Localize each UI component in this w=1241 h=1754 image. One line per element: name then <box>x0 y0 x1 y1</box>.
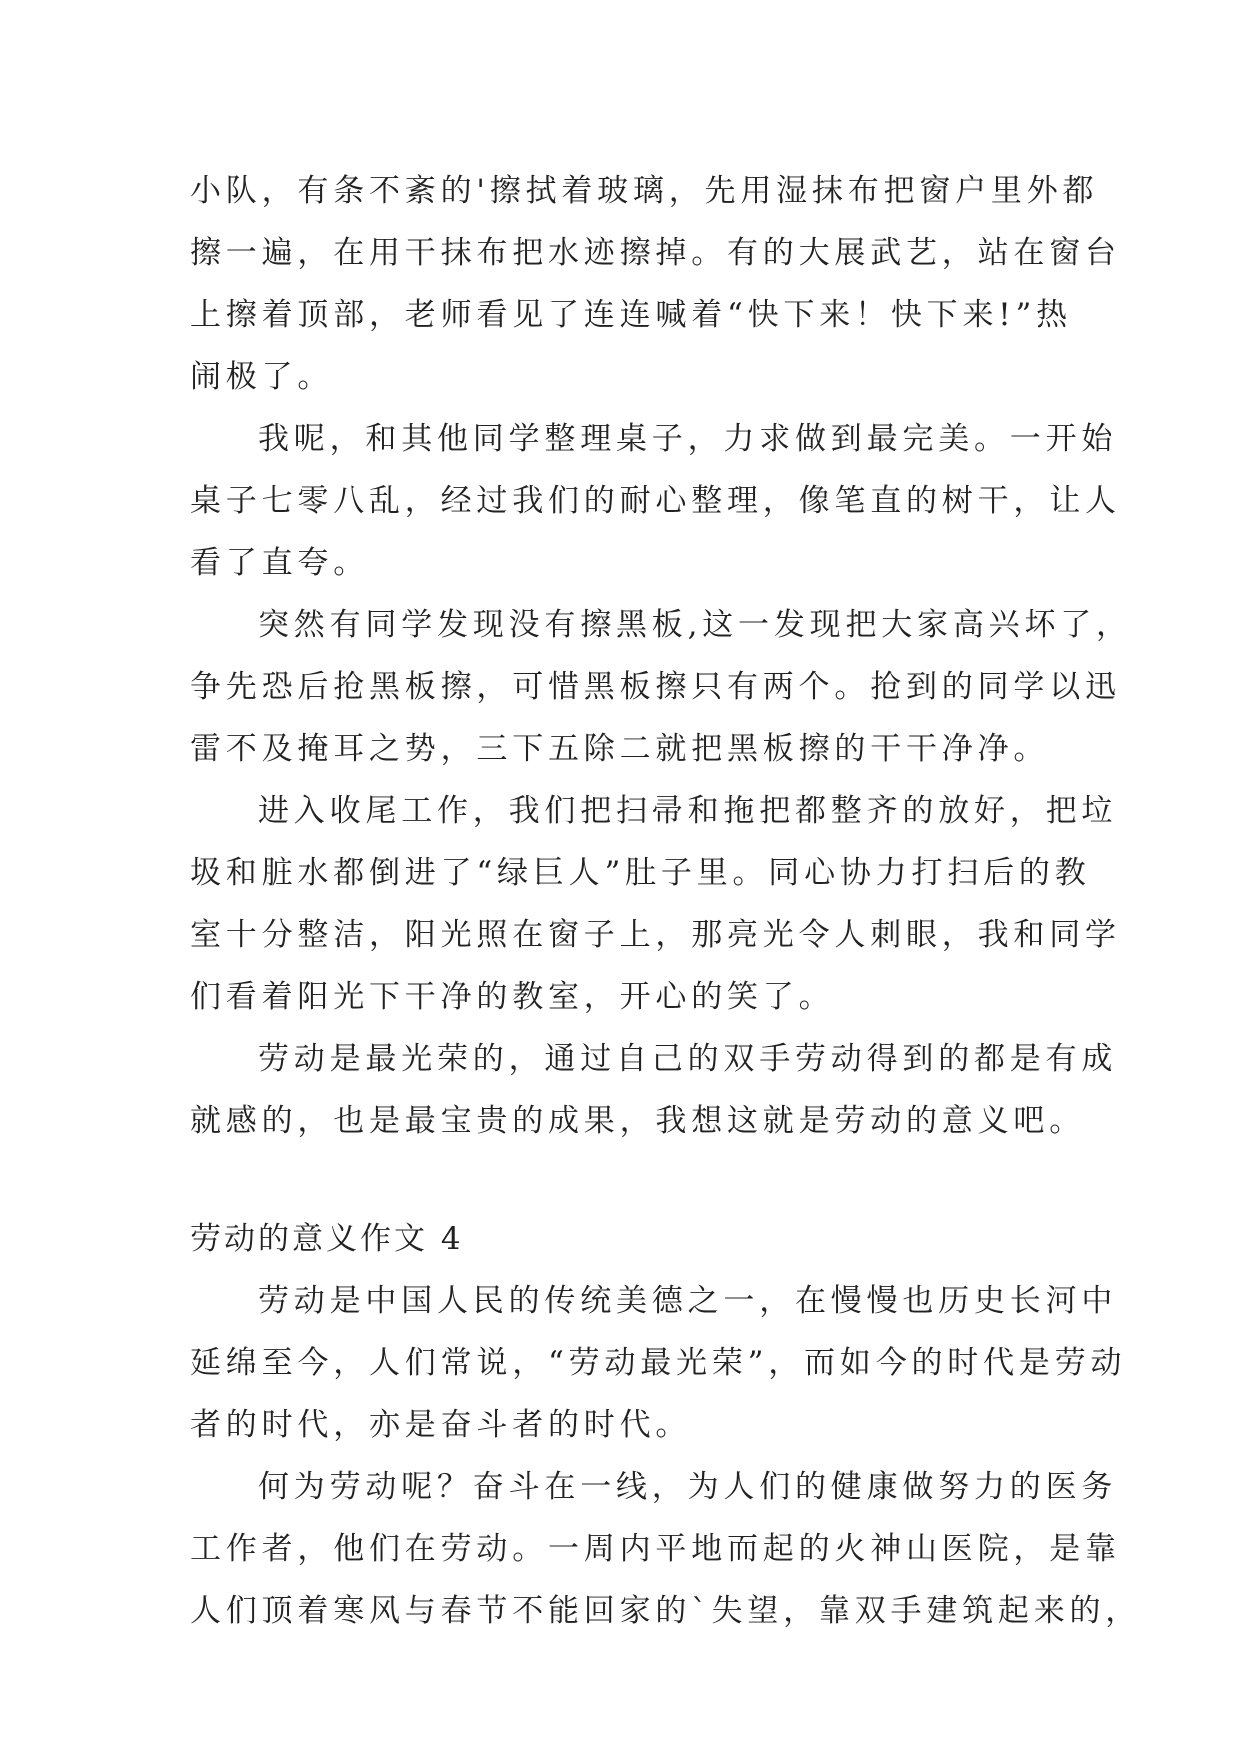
paragraph <box>190 160 1121 408</box>
text-line: 就感的，也是最宝贵的成果，我想这就是劳动的意义吧。 <box>190 1103 1085 1139</box>
paragraph <box>190 780 1121 1028</box>
paragraph <box>190 1456 1142 1642</box>
text-line: 劳动是最光荣的，通过自己的双手劳动得到的都是有成 <box>258 1041 1118 1077</box>
text-line: 延绵至今，人们常说，“劳动最光荣”，而如今的时代是劳动 <box>190 1345 1127 1381</box>
text-line: 我呢，和其他同学整理桌子，力求做到最完美。一开始 <box>258 421 1118 457</box>
text-line: 上擦着顶部，老师看见了连连喊着“快下来！快下来!”热 <box>190 297 1072 333</box>
text-line: 室十分整洁，阳光照在窗子上，那亮光令人刺眼，我和同学 <box>190 917 1121 953</box>
paragraph <box>190 594 1132 780</box>
text-line: 闹极了。 <box>190 359 334 395</box>
document-body <box>190 160 1142 1642</box>
text-line: 雷不及掩耳之势，三下五除二就把黑板擦的干干净净。 <box>190 731 1050 767</box>
text-line: 擦一遍，在用干抹布把水迹擦掉。有的大展武艺，站在窗台 <box>190 235 1121 271</box>
text-line: 人们顶着寒风与春节不能回家的`失望，靠双手建筑起来的， <box>190 1593 1142 1629</box>
text-line: 们看着阳光下干净的教室，开心的笑了。 <box>190 979 835 1015</box>
text-line: 圾和脏水都倒进了“绿巨人”肚子里。同心协力打扫后的教 <box>190 855 1091 891</box>
section-title: 劳动的意义作文 4 <box>190 1221 464 1257</box>
paragraph <box>190 408 1121 594</box>
text-line: 看了直夸。 <box>190 545 369 581</box>
text-line: 者的时代，亦是奋斗者的时代。 <box>190 1407 692 1443</box>
text-line: 突然有同学发现没有擦黑板,这一发现把大家高兴坏了， <box>258 607 1132 643</box>
paragraph <box>190 1028 1118 1152</box>
text-line: 何为劳动呢？奋斗在一线，为人们的健康做努力的医务 <box>258 1469 1118 1505</box>
text-line: 小队，有条不紊的'擦拭着玻璃，先用湿抹布把窗户里外都 <box>190 173 1099 209</box>
text-line: 进入收尾工作，我们把扫帚和拖把都整齐的放好，把垃 <box>258 793 1118 829</box>
text-line: 劳动是中国人民的传统美德之一，在慢慢也历史长河中 <box>258 1283 1118 1319</box>
paragraph <box>190 1270 1127 1456</box>
text-line: 桌子七零八乱，经过我们的耐心整理，像笔直的树干，让人 <box>190 483 1121 519</box>
text-line: 工作者，他们在劳动。一周内平地而起的火神山医院，是靠 <box>190 1531 1121 1567</box>
text-line: 争先恐后抢黑板擦，可惜黑板擦只有两个。抢到的同学以迅 <box>190 669 1121 705</box>
